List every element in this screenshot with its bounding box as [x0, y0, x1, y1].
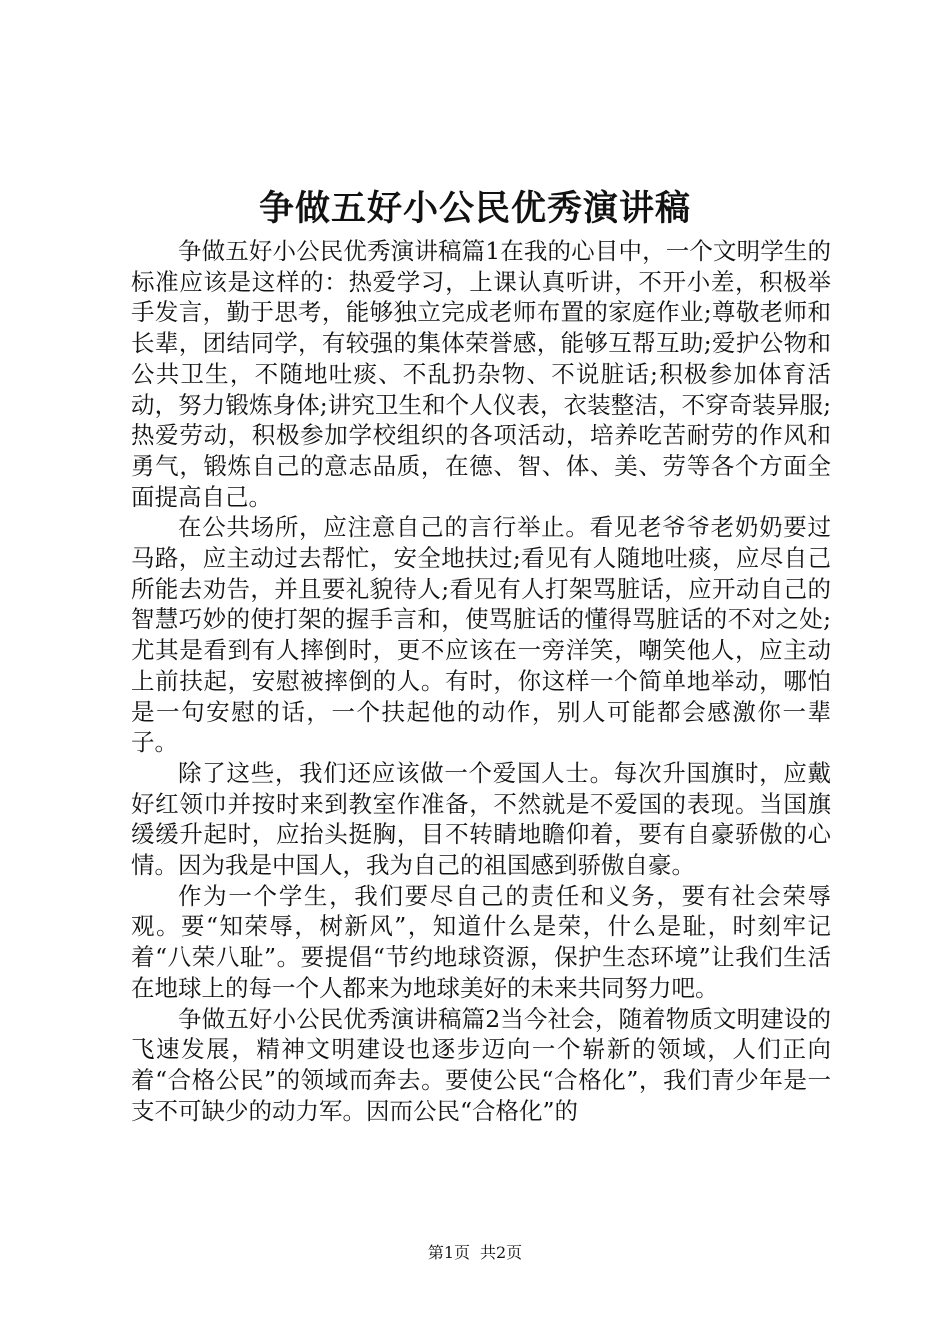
paragraph: 在公共场所，应注意自己的言行举止。看见老爷爷老奶奶要过马路，应主动过去帮忙，安全地扶过;看见有人随地吐痰，应尽自己所能去劝告，并且要礼貌待人;看见有人打架骂脏话，应开动自己的智慧巧妙的使打架的握手言和，使骂脏话的懂得骂脏话的不对之处;尤其是看到有人摔倒时，更不应该在一旁洋笑，嘲笑他人，应主动上前扶起，安慰被摔倒的人。有时，你这样一个简单地举动，哪怕是一句安慰的话，一个扶起他的动作，别人可能都会感激你一辈子。: [131, 513, 831, 757]
page-number: 第1页: [427, 1243, 470, 1262]
paragraph: 作为一个学生，我们要尽自己的责任和义务，要有社会荣辱观。要“知荣辱，树新风”，知道什么是荣，什么是耻，时刻牢记着“八荣八耻”。要提倡“节约地球资源，保护生态环境”让我们生活在地球上的每一个人都来为地球美好的未来共同努力吧。: [131, 881, 831, 1002]
paragraph: 争做五好小公民优秀演讲稿篇1在我的心目中，一个文明学生的标准应该是这样的：热爱学习，上课认真听讲，不开小差，积极举手发言，勤于思考，能够独立完成老师布置的家庭作业;尊敬老师和长辈，团结同学，有较强的集体荣誉感，能够互帮互助;爱护公物和公共卫生，不随地吐痰、不乱扔杂物、不说脏话;积极参加体育活动，努力锻炼身体;讲究卫生和个人仪表，衣装整洁，不穿奇装异服;热爱劳动，积极参加学校组织的各项活动，培养吃苦耐劳的作风和勇气，锻炼自己的意志品质，在德、智、体、美、劳等各个方面全面提高自己。: [131, 237, 831, 511]
page-total: 共2页: [480, 1243, 523, 1262]
paragraph: 除了这些，我们还应该做一个爱国人士。每次升国旗时，应戴好红领巾并按时来到教室作准备，不然就是不爱国的表现。当国旗缓缓升起时，应抬头挺胸，目不转睛地瞻仰着，要有自豪骄傲的心情。因为我是中国人，我为自己的祖国感到骄傲自豪。: [131, 758, 831, 880]
document-body: [131, 236, 831, 1126]
document-title: 争做五好小公民优秀演讲稿: [258, 188, 691, 229]
page-footer: [0, 1242, 950, 1264]
paragraph: 争做五好小公民优秀演讲稿篇2当今社会，随着物质文明建设的飞速发展，精神文明建设也逐步迈向一个崭新的领域，人们正向着“合格公民”的领域而奔去。要使公民“合格化”，我们青少年是一支不可缺少的动力军。因而公民“合格化”的: [131, 1004, 831, 1125]
